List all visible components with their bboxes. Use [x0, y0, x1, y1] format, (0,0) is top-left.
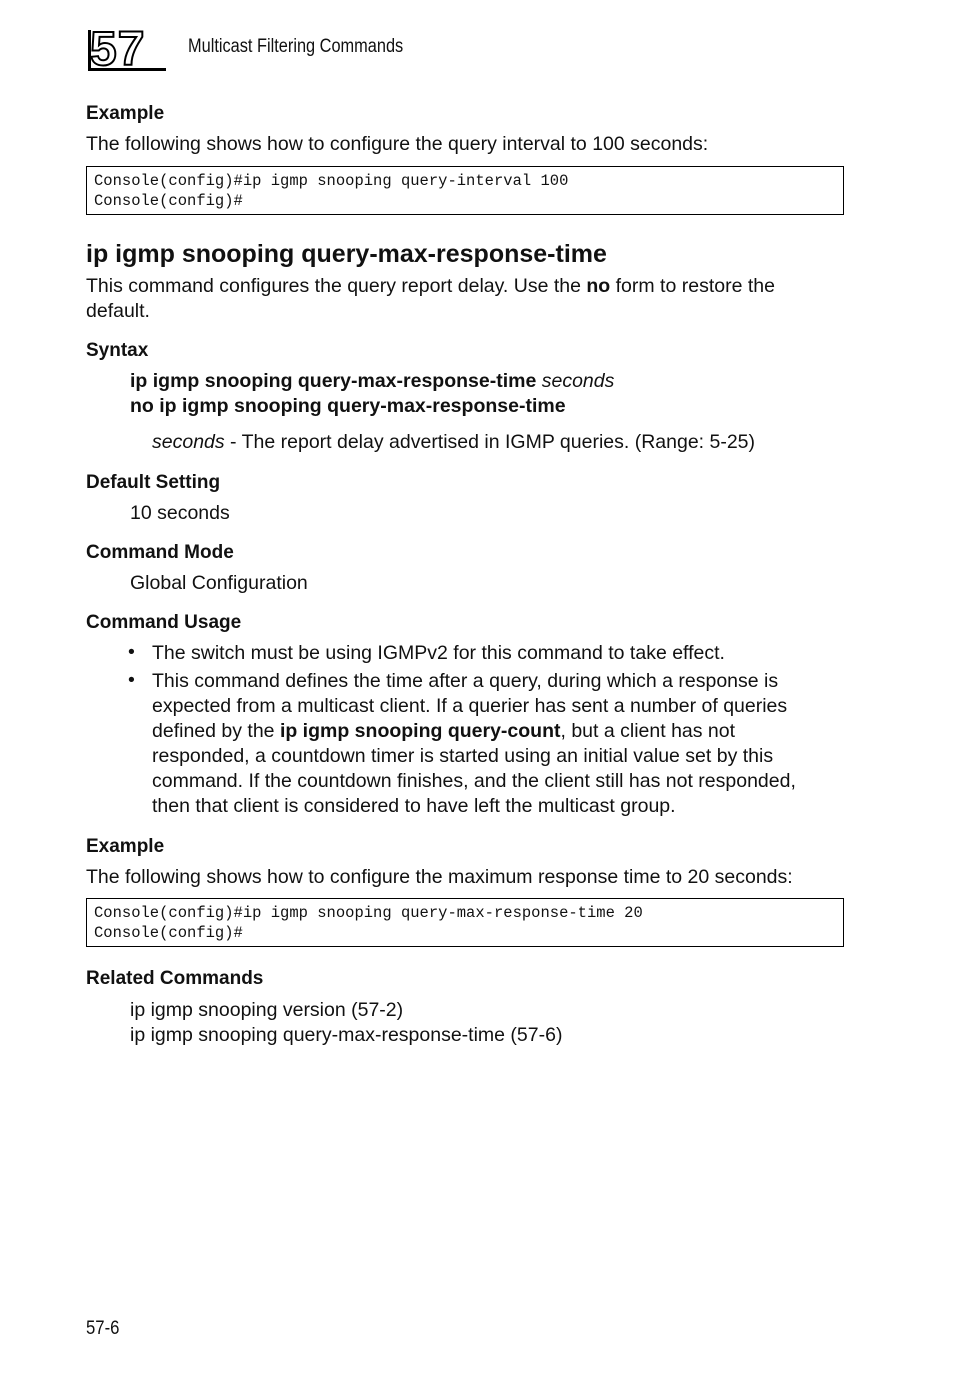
- chapter-number: 57: [90, 23, 146, 76]
- usage-item-2-line: expected from a multicast client. If a querier has sent a number of queries: [152, 695, 788, 717]
- usage-text: defined by the: [152, 720, 280, 742]
- command-title: ip igmp snooping query-max-response-time: [86, 240, 607, 268]
- example2-heading: Example: [86, 836, 165, 857]
- page-number: 57-6: [86, 1318, 120, 1339]
- related-command-item: ip igmp snooping query-max-response-time (57-6): [130, 1024, 563, 1046]
- syntax-heading: Syntax: [86, 340, 149, 361]
- usage-item-2-line: then that client is considered to have left the multicast group.: [152, 795, 676, 817]
- code-line: Console(config)#: [94, 924, 243, 942]
- desc-text: form to restore the: [610, 275, 775, 297]
- desc-no-keyword: no: [586, 275, 611, 297]
- param-name: seconds: [152, 431, 225, 453]
- usage-item-2-line: command. If the countdown finishes, and the client still has not responded,: [152, 770, 796, 792]
- bullet-icon: •: [128, 669, 135, 691]
- desc-text: This command configures the query report delay. Use the: [86, 275, 587, 297]
- code-line: Console(config)#ip igmp snooping query-max-response-time 20: [94, 904, 643, 922]
- example2-code-block: [86, 898, 844, 947]
- code-line: Console(config)#: [94, 192, 243, 210]
- code-line: Console(config)#ip igmp snooping query-interval 100: [94, 172, 569, 190]
- related-command-item: ip igmp snooping version (57-2): [130, 999, 404, 1021]
- related-commands-heading: Related Commands: [86, 968, 264, 989]
- syntax-param: seconds: [541, 370, 615, 392]
- default-setting-value: 10 seconds: [130, 502, 230, 524]
- command-mode-value: Global Configuration: [130, 572, 308, 594]
- command-usage-heading: Command Usage: [86, 612, 242, 633]
- syntax-line2: [130, 394, 566, 419]
- syntax-no-command: no ip igmp snooping query-max-response-time: [130, 395, 566, 417]
- chapter-title: Multicast Filtering Commands: [188, 36, 404, 57]
- default-setting-heading: Default Setting: [86, 472, 221, 493]
- usage-item-1: The switch must be using IGMPv2 for this command to take effect.: [152, 642, 725, 664]
- command-description: [86, 274, 775, 299]
- syntax-param-desc: [152, 430, 755, 455]
- usage-text: , but a client has not: [560, 720, 736, 742]
- example1-heading: Example: [86, 103, 165, 124]
- example1-code-block: [86, 166, 844, 215]
- usage-item-2: [152, 669, 796, 819]
- param-desc: - The report delay advertised in IGMP queries. (Range: 5-25): [224, 431, 756, 453]
- usage-item-2-line: [152, 719, 796, 744]
- usage-item-2-line: responded, a countdown timer is started using an initial value set by this: [152, 745, 774, 767]
- command-mode-heading: Command Mode: [86, 542, 234, 563]
- syntax-command: ip igmp snooping query-max-response-time: [130, 370, 537, 392]
- example2-text: The following shows how to configure the maximum response time to 20 seconds:: [86, 866, 793, 888]
- usage-item-2-line: This command defines the time after a query, during which a response is: [152, 670, 779, 692]
- bullet-icon: •: [128, 641, 135, 663]
- command-description-line2: default.: [86, 300, 150, 322]
- example1-text: The following shows how to configure the query interval to 100 seconds:: [86, 133, 709, 155]
- syntax-line1: [130, 369, 614, 394]
- usage-command-ref: ip igmp snooping query-count: [279, 720, 561, 742]
